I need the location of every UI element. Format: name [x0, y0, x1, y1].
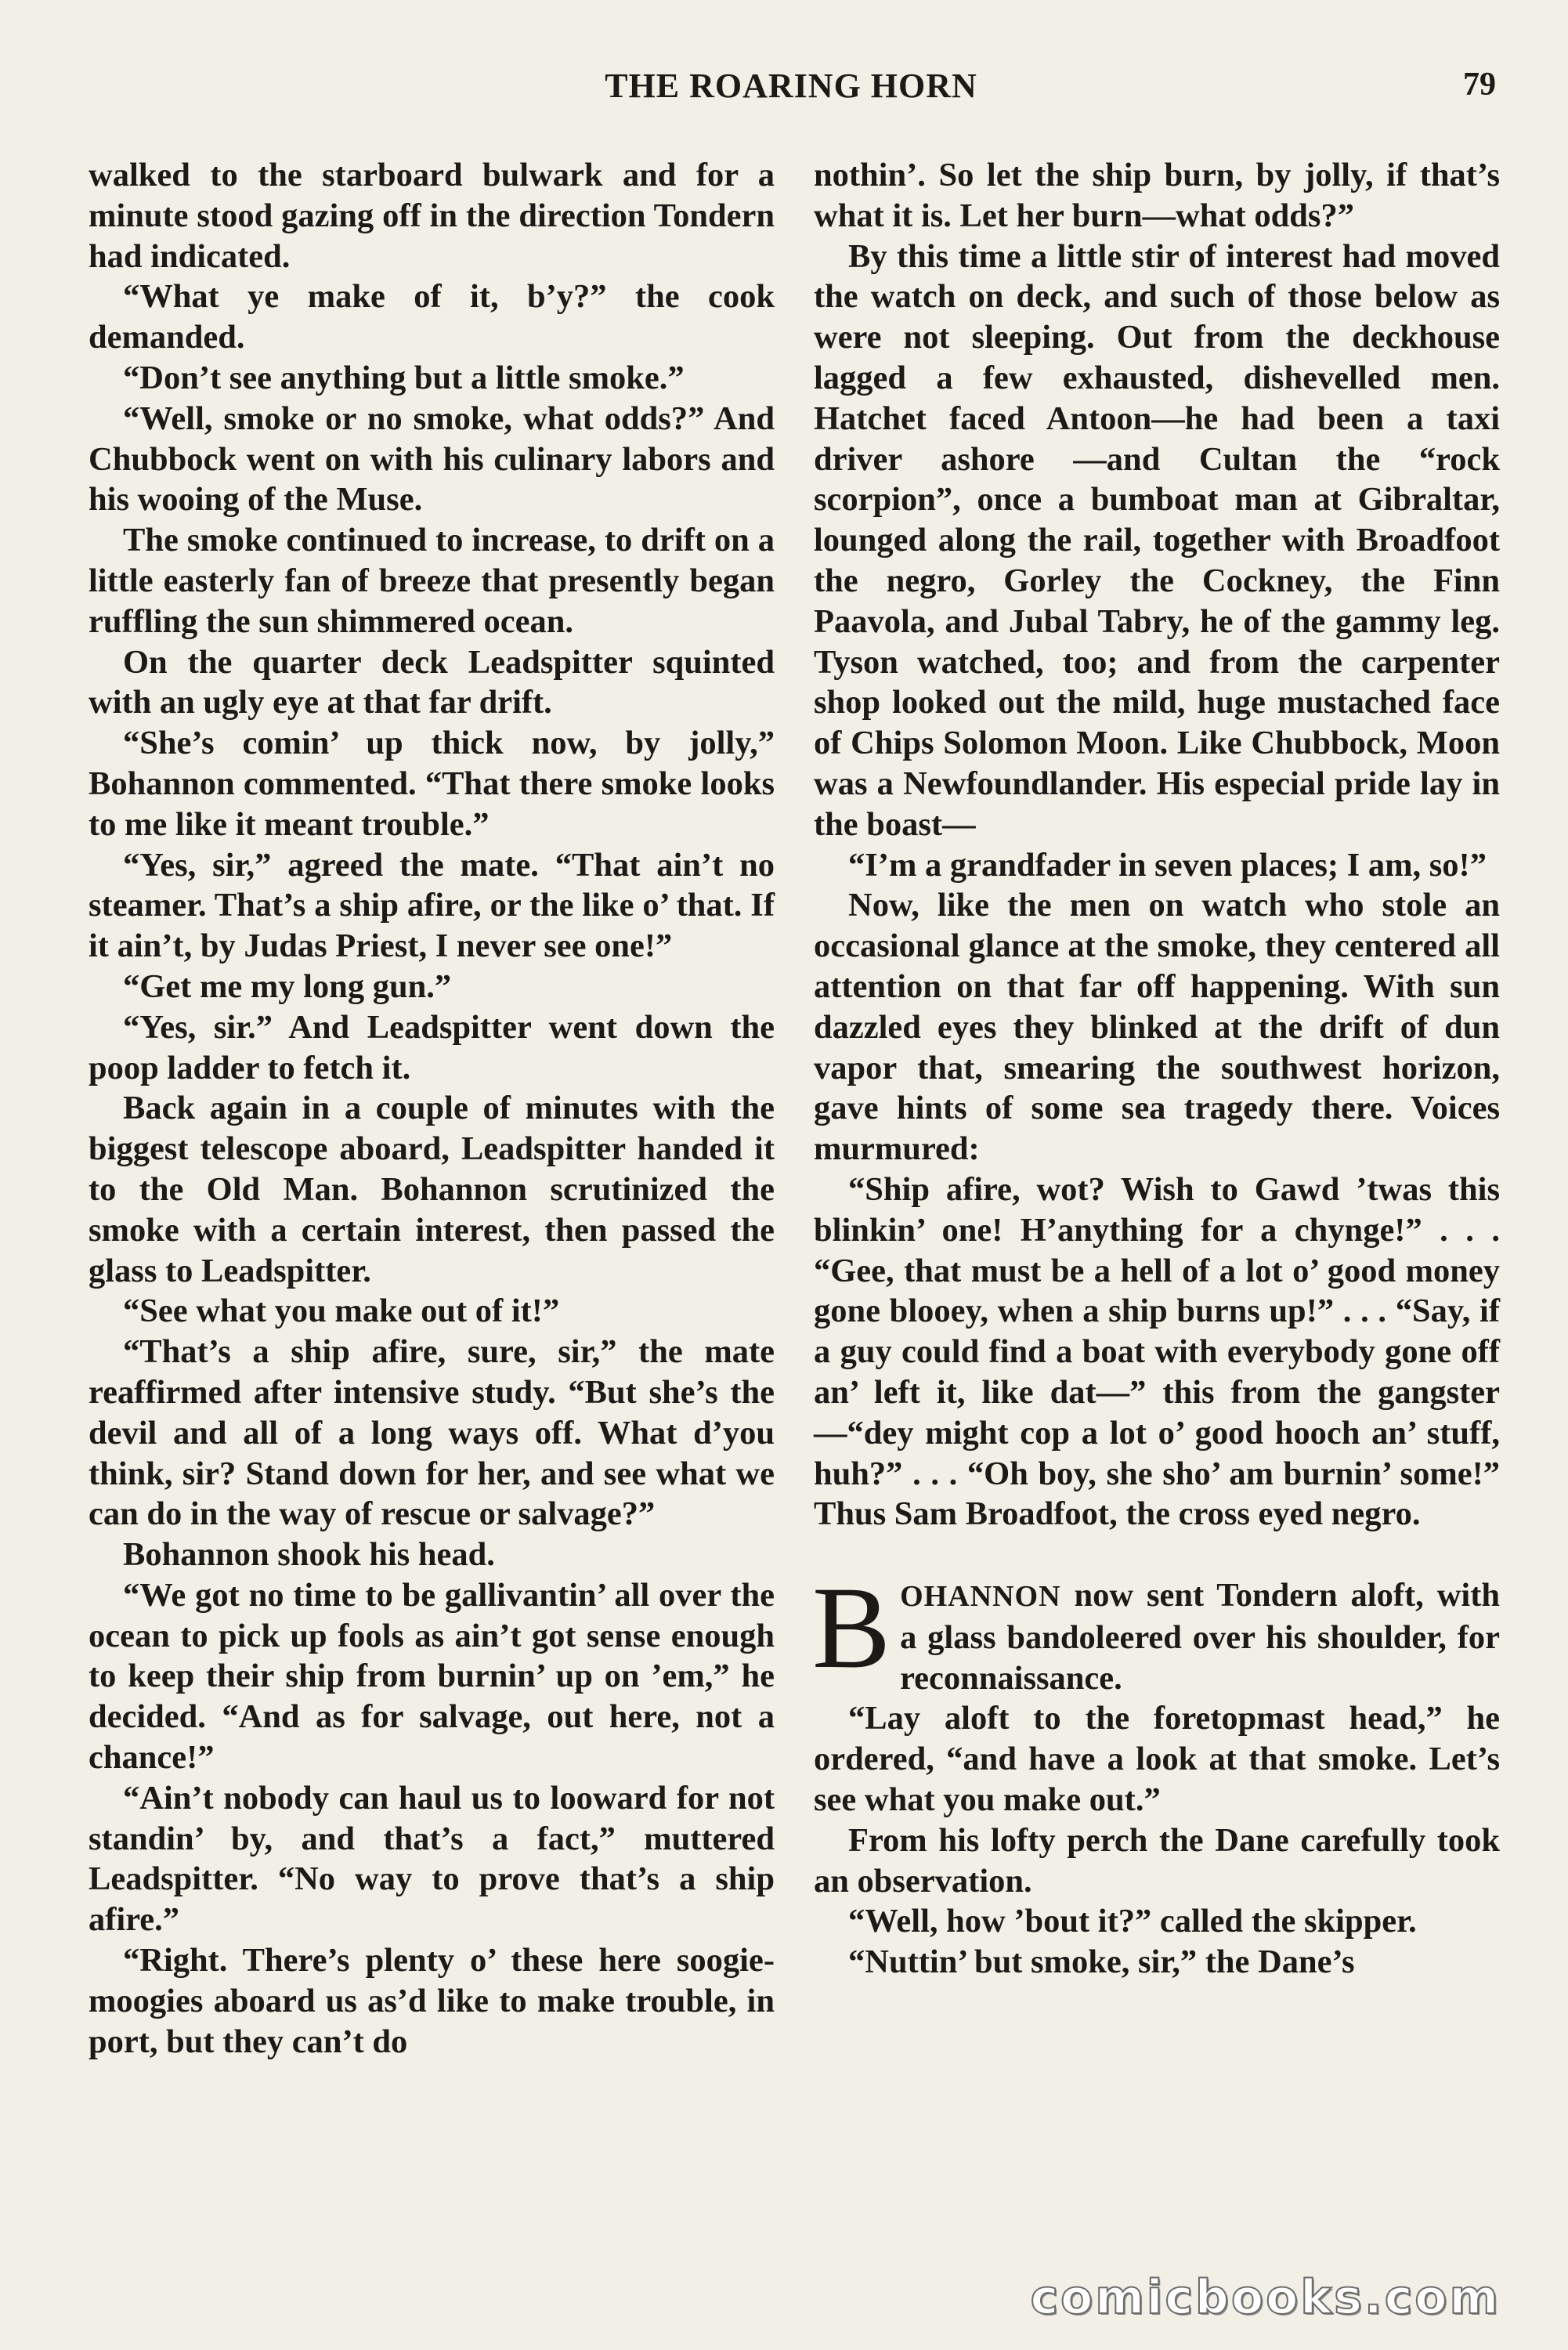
page-number: 79	[1463, 67, 1496, 103]
section-opening-paragraph	[812, 1563, 1500, 1698]
paragraph: “That’s a ship afire, sure, sir,” the mate reaffirmed after intensive study. “But she’s the devil and all of a long ways off. What d’you think, sir? Stand down for her, and see what we can do in the way of rescue or salvage?”	[89, 1333, 775, 1533]
paragraph: “Yes, sir,” agreed the mate. “That ain’t no steamer. That’s a ship afire, or the like o’ that. If it ain’t, by Judas Priest, I never see one!”	[89, 846, 775, 965]
paragraph: “Get me my long gun.”	[123, 967, 452, 1005]
paragraph: The smoke continued to increase, to drift on a little easterly fan of breeze that presently began ruffling the sun shimmered ocean.	[89, 522, 775, 640]
small-caps-word: OHANNON	[900, 1580, 1061, 1614]
paragraph: “What ye make of it, b’y?” the cook demanded.	[89, 278, 775, 356]
paragraph: “Don’t see anything but a little smoke.”	[123, 359, 685, 396]
paragraph: Back again in a couple of minutes with the biggest telescope aboard, Leadspitter handed it to the Old Man. Bohannon scrutinized the smoke with a certain interest, then passed the glass to Leadspitter.	[89, 1090, 775, 1289]
section-break	[814, 1535, 1500, 1575]
drop-cap: B	[812, 1563, 891, 1694]
paragraph: nothin’. So let the ship burn, by jolly, if that’s what it is. Let her burn—what odds?”	[814, 157, 1500, 234]
paragraph: “We got no time to be gallivantin’ all over the ocean to pick up fools as ain’t got sense enough to keep their ship from burnin’ up on ’em,” he decided. “And as for salvage, out here, not a chance!”	[89, 1576, 775, 1777]
paragraph: By this time a little stir of interest had moved the watch on deck, and such of those below as were not sleeping. Out from the deckhouse lagged a few exhausted, dishevelled men. Hatchet faced Antoon—he had been a taxi driver ashore —and Cultan the “rock scorpion”, once a bumboat man at Gibraltar, lounged along the rail, together with Broadfoot the negro, Gorley the Cockney, the Finn Paavola, and Jubal Tabry, he of the gammy leg. Tyson watched, too; and from the carpenter shop looked out the mild, huge mustached face of Chips Solomon Moon. Like Chubbock, Moon was a Newfoundlander. His especial pride lay in the boast—	[814, 237, 1500, 843]
paragraph: “Ship afire, wot? Wish to Gawd ’twas this blinkin’ one! H’anything for a chynge!” . . . “Gee, that must be a hell of a lot o’ good money gone blooey, when a ship burns up!” . . . “Say, if a guy could find a boat with everybody gone off an’ left it, like dat—” this from the gangster—“dey might cop a lot o’ good hooch an’ stuff, huh?” . . . “Oh boy, she sho’ am burnin’ some!” Thus Sam Broadfoot, the cross eyed negro.	[814, 1170, 1500, 1533]
right-column	[814, 155, 1500, 1983]
paragraph: “Well, smoke or no smoke, what odds?” And Chubbock went on with his culinary labors and his wooing of the Muse.	[89, 400, 775, 519]
site-watermark: comicbooks.com	[1030, 2270, 1501, 2325]
paragraph: walked to the starboard bulwark and for a minute stood gazing off in the direction Tondern had indicated.	[89, 157, 775, 275]
paragraph: “Lay aloft to the foretopmast head,” he ordered, “and have a look at that smoke. Let’s see what you make out.”	[814, 1700, 1500, 1819]
paragraph: “I’m a grandfader in seven places; I am, so!”	[848, 846, 1487, 884]
paragraph: Bohannon shook his head.	[123, 1536, 495, 1574]
paragraph: “Well, how ’bout it?” called the skipper.	[848, 1903, 1417, 1940]
paragraph-text: now sent Tondern aloft, with a glass bandoleered over his shoulder, for reconnaissance.	[900, 1577, 1500, 1697]
paragraph: “See what you make out of it!”	[123, 1292, 560, 1330]
left-column	[89, 155, 775, 2062]
paragraph: Now, like the men on watch who stole an occasional glance at the smoke, they centered all attention on that far off happening. With sun dazzled eyes they blinked at the drift of dun vapor that, smearing the southwest horizon, gave hints of some sea tragedy there. Voices murmured:	[814, 887, 1500, 1168]
paragraph: On the quarter deck Leadspitter squinted with an ugly eye at that far drift.	[89, 643, 775, 721]
running-title: THE ROARING HORN	[605, 67, 977, 105]
paragraph: “Ain’t nobody can haul us to looward for not standin’ by, and that’s a fact,” muttered Leadspitter. “No way to prove that’s a ship afire.”	[89, 1779, 775, 1939]
paragraph: “She’s comin’ up thick now, by jolly,” Bohannon commented. “That there smoke looks to me like it meant trouble.”	[89, 725, 775, 843]
paragraph: From his lofty perch the Dane carefully took an observation.	[814, 1821, 1500, 1900]
paragraph: “Yes, sir.” And Leadspitter went down the poop ladder to fetch it.	[89, 1008, 775, 1086]
paragraph: “Right. There’s plenty o’ these here soogie-moogies aboard us as’d like to make trouble, in port, but they can’t do	[89, 1942, 775, 2060]
page-header	[86, 66, 1496, 121]
paragraph: “Nuttin’ but smoke, sir,” the Dane’s	[848, 1943, 1355, 1981]
